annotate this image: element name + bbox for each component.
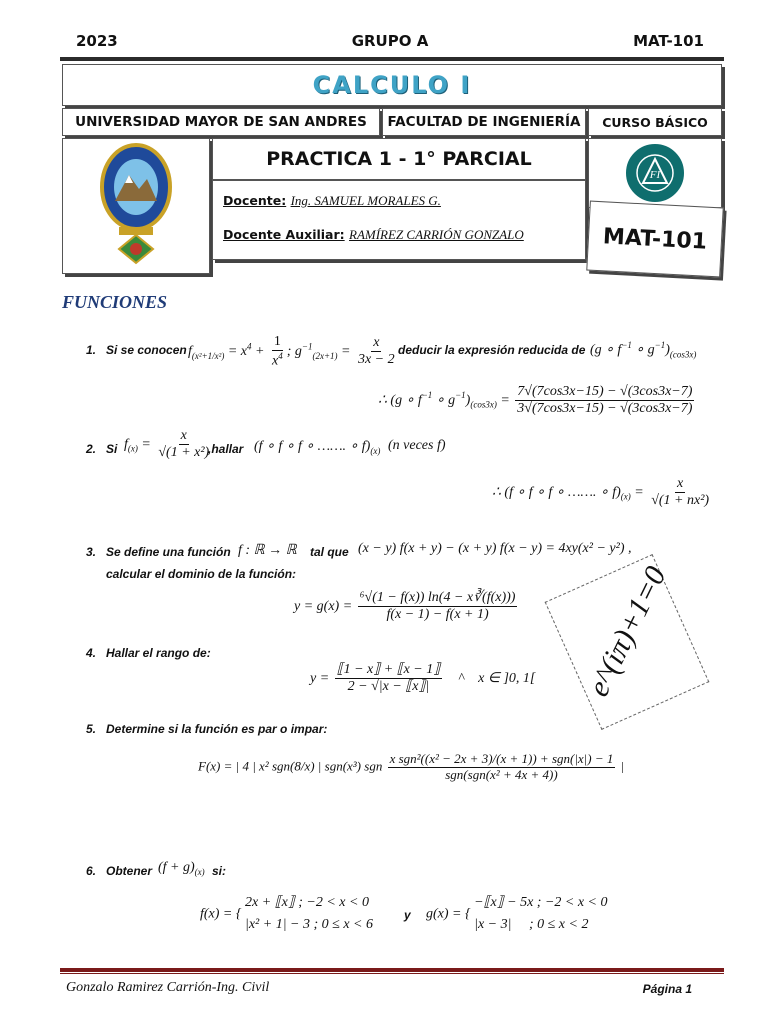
problem-2-note: (n veces f) [388, 438, 446, 453]
problem-3-intro: Se define una función [106, 545, 231, 559]
problem-2-intro: Si [106, 442, 118, 456]
problem-1-intro: Si se conocen [106, 343, 187, 357]
problem-2-given: $f_{(x)}$ = $\frac{x}{\text{√(1 + x²)}}$ [124, 428, 210, 461]
university-name: UNIVERSIDAD MAYOR DE SAN ANDRES [62, 108, 380, 136]
problem-3-such: tal que [310, 545, 349, 559]
problem-6-g: g(x) = { −⟦x⟧ − 5x ; −2 < x < 0 |x − 3| ; 0 ≤ x < 2 [426, 895, 608, 933]
problem-4-ask: Hallar el rango de: [106, 646, 211, 660]
course-code-top: MAT-101 [633, 32, 704, 50]
euler-identity-stamp [545, 554, 710, 730]
teachers-box [212, 180, 586, 260]
problem-3-ask: calcular el dominio de la función: [106, 567, 297, 581]
problem-5-function: F(x) = | 4 | x² sgn(8/x) | sgn(x³) sgn $\frac{\text{x sgn²((x² − 2x + 3)/(x + 1)) + sgn(|x|) − 1}}{\text{sgn(sgn(x² + 4x + 4))}}$ | [198, 751, 625, 782]
problem-2-number: 2. [86, 442, 97, 456]
problem-5-ask: Determine si la función es par o impar: [106, 722, 328, 736]
problem-6-target: $(f + g)_{(x)}$ [158, 860, 205, 877]
problem-1-target: (g ∘ $f^{-1}$ ∘ $g^{-1})_{(cos3x)}$ [590, 340, 697, 360]
stamp-text: e^(iπ)+1=0 [581, 561, 673, 702]
problem-3-equation: (x − y) f(x + y) − (x + y) f(x − y) = 4xy(x² − y²) , [358, 541, 632, 556]
problem-4-function: y = $\frac{⟦1 - x⟧ + ⟦x - 1⟧}{2 - √|x - ⟦x⟧|}$ ^ x ∈ ]0, 1[ [310, 662, 536, 695]
faculty-logo [588, 138, 722, 208]
course-code-box: MAT-101 [586, 201, 723, 278]
problem-1-given: $f_{(x^2+1/x^2)} = x^4$ + $\frac{1}{x^4}$ ; $g^{-1}_{(2x+1)}$ = $\frac{x}{3x - 2}$ [188, 334, 395, 369]
footer-page: Página 1 [642, 982, 692, 996]
problem-1-ask: deducir la expresión reducida de [398, 343, 586, 357]
practice-title: PRACTICA 1 - 1° PARCIAL [212, 138, 586, 180]
problem-6-f: f(x) = { 2x + ⟦x⟧ ; −2 < x < 0 |x² + 1| − 3 ; 0 ≤ x < 6 [200, 895, 373, 933]
footer-rule [60, 968, 724, 972]
problem-5-number: 5. [86, 722, 97, 736]
docente-name: Ing. SAMUEL MORALES G. [290, 193, 441, 208]
group-label: GRUPO A [351, 32, 429, 50]
problem-3-map: f : ℝ → ℝ [238, 543, 297, 558]
problem-2-ask: ,hallar [208, 442, 244, 456]
footer-rule-thin [60, 973, 724, 974]
auxiliar-line [223, 227, 524, 243]
header-rule [60, 57, 724, 61]
problem-6-si: si: [212, 864, 227, 878]
problem-2-target: (f ∘ f ∘ f ∘ ……. ∘ $f)_{(x)}$ [254, 439, 381, 456]
svg-text:FI: FI [649, 169, 661, 181]
problem-4-number: 4. [86, 646, 97, 660]
auxiliar-label: Docente Auxiliar: [223, 227, 345, 242]
problem-6-number: 6. [86, 864, 97, 878]
course-type: CURSO BÁSICO [588, 108, 722, 136]
footer-author: Gonzalo Ramirez Carrión-Ing. Civil [66, 980, 270, 995]
problem-3-function: y = g(x) = $\frac{\text{⁶√(1 − f(x)) ln(4 − x∛(f(x)))}}{f(x - 1) - f(x + 1)}$ [294, 590, 516, 623]
problem-2-answer: ∴ (f ∘ f ∘ f ∘ ……. ∘ $f)_{(x)}$ = $\frac{x}{\text{√(1 + nx²)}}$ [492, 476, 710, 509]
problem-1-number: 1. [86, 343, 97, 357]
section-title: FUNCIONES [62, 292, 168, 312]
problem-6-intro: Obtener [106, 864, 153, 878]
faculty-name: FACULTAD DE INGENIERÍA [382, 108, 586, 136]
problem-3-number: 3. [86, 545, 97, 559]
course-title-box [62, 64, 722, 106]
umsa-logo [62, 138, 210, 274]
docente-line [223, 193, 441, 209]
problem-1-answer: ∴ (g ∘ $f^{-1}$ ∘ $g^{-1})_{(cos3x)}$ = $\frac{7√(7\cos 3x-15) - √(3\cos 3x-7)}{3√(7\cos 3x-15) - √(3\cos 3x-7)}$ [378, 384, 693, 417]
course-title: CALCULO I [312, 71, 472, 99]
problem-6-and: y [404, 908, 411, 922]
docente-label: Docente: [223, 193, 287, 208]
top-header-line [76, 32, 704, 54]
year-label: 2023 [76, 32, 118, 50]
auxiliar-name: RAMÍREZ CARRIÓN GONZALO [349, 227, 524, 242]
header-block [62, 64, 722, 276]
